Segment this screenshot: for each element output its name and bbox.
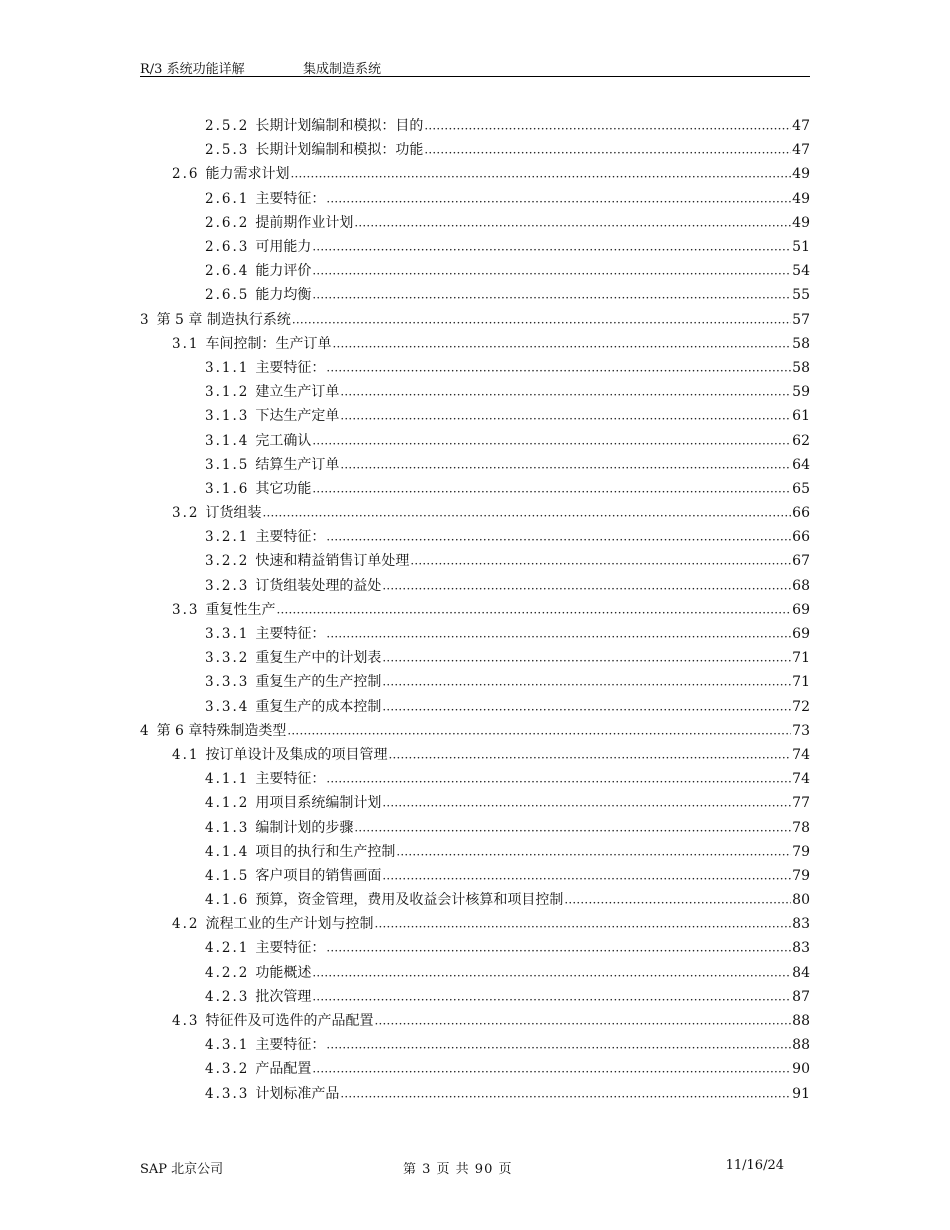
footer-date: 11/16/24: [725, 1158, 784, 1173]
toc-entry-page: 79: [792, 843, 810, 860]
toc-entry-title: 编制计划的步骤: [255, 819, 354, 836]
toc-entry-title: 长期计划编制和模拟：功能: [255, 142, 424, 159]
toc-entry-title: 车间控制：生产订单: [205, 335, 332, 352]
toc-entry-title: 特征件及可选件的产品配置: [205, 1013, 374, 1030]
toc-entry[interactable]: [140, 695, 810, 719]
toc-entry[interactable]: [140, 1057, 810, 1081]
toc-entry[interactable]: [140, 114, 810, 138]
toc-entry[interactable]: [140, 815, 810, 839]
footer-page-number: 第 3 页 共 90 页: [403, 1162, 513, 1177]
toc-entry-title: 主要特征：: [255, 771, 326, 788]
toc-entry-page: 73: [792, 722, 810, 739]
toc-entry-page: 69: [792, 626, 810, 643]
toc-dot-leader: [410, 552, 791, 572]
toc-dot-leader: [374, 1012, 791, 1032]
toc-entry-page: 51: [792, 239, 810, 256]
toc-entry[interactable]: [140, 1009, 810, 1033]
toc-entry-title: 快速和精益销售订单处理: [255, 553, 410, 570]
toc-entry-number: 4.1.4: [205, 843, 250, 860]
header-title: R/3 系统功能详解: [140, 62, 245, 77]
toc-entry-number: 2.6.5: [205, 287, 250, 304]
toc-entry-title: 提前期作业计划: [255, 214, 354, 231]
toc-entry-title: 第 6 章特殊制造类型: [156, 722, 287, 739]
toc-entry-page: 59: [792, 384, 810, 401]
toc-entry[interactable]: [140, 574, 810, 598]
toc-entry-number: 3.1: [172, 335, 200, 352]
toc-dot-leader: [312, 286, 791, 306]
toc-entry[interactable]: [140, 767, 810, 791]
toc-entry[interactable]: [140, 428, 810, 452]
toc-entry-number: 3.1.4: [205, 432, 250, 449]
toc-entry-title: 主要特征：: [255, 359, 326, 376]
toc-entry[interactable]: [140, 961, 810, 985]
toc-entry-title: 重复生产的成本控制: [255, 698, 382, 715]
header-subtitle: 集成制造系统: [303, 62, 382, 77]
toc-dot-leader: [326, 190, 791, 210]
toc-entry-title: 项目的执行和生产控制: [255, 843, 396, 860]
toc-entry-number: 4.3.2: [205, 1061, 250, 1078]
toc-entry[interactable]: [140, 283, 810, 307]
page-header: [140, 58, 810, 77]
toc-entry-number: 4.3: [172, 1013, 200, 1030]
toc-dot-leader: [326, 770, 791, 790]
toc-entry-title: 用项目系统编制计划: [255, 795, 382, 812]
toc-entry-page: 87: [792, 988, 810, 1005]
toc-entry-page: 61: [792, 408, 810, 425]
toc-entry-number: 3.1.2: [205, 384, 250, 401]
toc-entry-number: 2.6.3: [205, 239, 250, 256]
toc-entry[interactable]: [140, 235, 810, 259]
toc-entry[interactable]: [140, 501, 810, 525]
toc-entry-title: 主要特征：: [255, 190, 326, 207]
toc-entry[interactable]: [140, 404, 810, 428]
toc-entry-number: 3.2.3: [205, 577, 250, 594]
toc-entry[interactable]: [140, 864, 810, 888]
toc-entry-number: 3.1.3: [205, 408, 250, 425]
toc-entry-page: 83: [792, 916, 810, 933]
toc-entry-title: 能力均衡: [255, 287, 312, 304]
footer-company: SAP 北京公司: [140, 1162, 224, 1177]
toc-dot-leader: [276, 601, 791, 621]
toc-entry-page: 84: [792, 964, 810, 981]
toc-entry[interactable]: [140, 936, 810, 960]
toc-entry[interactable]: [140, 187, 810, 211]
toc-entry[interactable]: [140, 1033, 810, 1057]
toc-entry-page: 49: [792, 190, 810, 207]
toc-dot-leader: [424, 117, 791, 137]
toc-entry-page: 62: [792, 432, 810, 449]
toc-dot-leader: [354, 214, 791, 234]
toc-entry-title: 重复生产中的计划表: [255, 650, 382, 667]
toc-dot-leader: [326, 1036, 791, 1056]
toc-dot-leader: [382, 698, 791, 718]
toc-entry-page: 47: [792, 118, 810, 135]
toc-dot-leader: [382, 577, 791, 597]
toc-entry[interactable]: [140, 743, 810, 767]
toc-entry[interactable]: [140, 598, 810, 622]
toc-entry-number: 4.3.1: [205, 1037, 250, 1054]
toc-entry-page: 78: [792, 819, 810, 836]
toc-entry-page: 54: [792, 263, 810, 280]
toc-entry-number: 3.2.1: [205, 529, 250, 546]
toc-entry-page: 69: [792, 601, 810, 618]
toc-entry[interactable]: [140, 259, 810, 283]
toc-entry-title: 第 5 章 制造执行系统: [156, 311, 291, 328]
toc-entry[interactable]: [140, 477, 810, 501]
toc-entry-number: 4: [140, 722, 151, 739]
toc-entry[interactable]: [140, 162, 810, 186]
page-footer: [140, 1158, 810, 1176]
toc-entry-number: 2.6.1: [205, 190, 250, 207]
toc-dot-leader: [354, 819, 791, 839]
toc-entry-number: 4.1.3: [205, 819, 250, 836]
toc-dot-leader: [262, 504, 791, 524]
toc-entry-title: 建立生产订单: [255, 384, 340, 401]
toc-entry-title: 按订单设计及集成的项目管理: [205, 746, 388, 763]
toc-dot-leader: [290, 165, 791, 185]
toc-entry[interactable]: [140, 912, 810, 936]
toc-entry-number: 2.5.3: [205, 142, 250, 159]
toc-entry[interactable]: [140, 138, 810, 162]
toc-entry[interactable]: [140, 332, 810, 356]
toc-entry-title: 重复性生产: [205, 601, 276, 618]
toc-entry-number: 4.1.6: [205, 892, 250, 909]
toc-entry-page: 91: [792, 1085, 810, 1102]
toc-entry[interactable]: [140, 646, 810, 670]
toc-entry-number: 4.2.3: [205, 988, 250, 1005]
toc-entry-page: 74: [792, 746, 810, 763]
toc-entry-number: 4.2.1: [205, 940, 250, 957]
toc-entry[interactable]: [140, 1082, 810, 1106]
toc-dot-leader: [382, 867, 791, 887]
toc-dot-leader: [326, 939, 791, 959]
toc-dot-leader: [382, 673, 791, 693]
toc-dot-leader: [312, 262, 791, 282]
toc-entry-page: 80: [792, 892, 810, 909]
toc-dot-leader: [312, 432, 791, 452]
toc-dot-leader: [312, 480, 791, 500]
toc-entry-number: 4.2: [172, 916, 200, 933]
toc-entry-number: 3.3: [172, 601, 200, 618]
toc-entry-title: 完工确认: [255, 432, 312, 449]
toc-entry-page: 68: [792, 577, 810, 594]
toc-entry-number: 2.6.4: [205, 263, 250, 280]
toc-entry-number: 3.1.5: [205, 456, 250, 473]
table-of-contents: [140, 114, 810, 1106]
toc-entry-title: 能力评价: [255, 263, 312, 280]
toc-entry-number: 4.1.5: [205, 867, 250, 884]
toc-dot-leader: [382, 794, 791, 814]
toc-entry-page: 67: [792, 553, 810, 570]
toc-entry-title: 订货组装处理的益处: [255, 577, 382, 594]
toc-entry-number: 4.2.2: [205, 964, 250, 981]
toc-entry-title: 主要特征：: [255, 940, 326, 957]
toc-entry[interactable]: [140, 840, 810, 864]
toc-entry-page: 88: [792, 1037, 810, 1054]
toc-dot-leader: [312, 238, 791, 258]
toc-entry-title: 客户项目的销售画面: [255, 867, 382, 884]
toc-entry-number: 3.1.1: [205, 359, 250, 376]
toc-entry-title: 功能概述: [255, 964, 312, 981]
toc-entry-title: 下达生产定单: [255, 408, 340, 425]
toc-dot-leader: [312, 964, 791, 984]
toc-entry-page: 77: [792, 795, 810, 812]
toc-dot-leader: [564, 891, 791, 911]
toc-entry[interactable]: [140, 670, 810, 694]
toc-dot-leader: [326, 359, 791, 379]
toc-entry-title: 主要特征：: [255, 1037, 326, 1054]
toc-entry-title: 订货组装: [205, 505, 262, 522]
toc-entry-title: 产品配置: [255, 1061, 312, 1078]
toc-dot-leader: [340, 383, 791, 403]
toc-entry-title: 长期计划编制和模拟：目的: [255, 118, 424, 135]
toc-entry-page: 88: [792, 1013, 810, 1030]
toc-dot-leader: [424, 141, 791, 161]
toc-dot-leader: [396, 843, 791, 863]
toc-entry[interactable]: [140, 380, 810, 404]
toc-entry-title: 可用能力: [255, 239, 312, 256]
toc-entry-number: 3.3.4: [205, 698, 250, 715]
toc-entry-page: 64: [792, 456, 810, 473]
toc-entry-title: 批次管理: [255, 988, 312, 1005]
toc-dot-leader: [388, 746, 791, 766]
toc-entry[interactable]: [140, 719, 810, 743]
toc-entry-page: 65: [792, 480, 810, 497]
toc-dot-leader: [332, 335, 791, 355]
toc-entry-title: 其它功能: [255, 480, 312, 497]
toc-dot-leader: [326, 528, 791, 548]
toc-entry-page: 47: [792, 142, 810, 159]
toc-entry-page: 66: [792, 505, 810, 522]
toc-entry-page: 55: [792, 287, 810, 304]
toc-dot-leader: [382, 649, 791, 669]
toc-entry-page: 72: [792, 698, 810, 715]
toc-entry-number: 4.3.3: [205, 1085, 250, 1102]
toc-entry-page: 83: [792, 940, 810, 957]
toc-entry-page: 90: [792, 1061, 810, 1078]
toc-entry[interactable]: [140, 211, 810, 235]
toc-entry-number: 2.5.2: [205, 118, 250, 135]
toc-entry[interactable]: [140, 525, 810, 549]
toc-entry-title: 预算，资金管理，费用及收益会计核算和项目控制: [255, 892, 564, 909]
toc-entry-number: 4.1: [172, 746, 200, 763]
toc-entry-page: 71: [792, 674, 810, 691]
toc-entry-number: 3.2.2: [205, 553, 250, 570]
toc-dot-leader: [287, 722, 791, 742]
toc-entry-page: 74: [792, 771, 810, 788]
toc-entry-number: 3.1.6: [205, 480, 250, 497]
toc-entry[interactable]: [140, 356, 810, 380]
toc-entry-title: 流程工业的生产计划与控制: [205, 916, 374, 933]
toc-entry-page: 49: [792, 166, 810, 183]
toc-dot-leader: [340, 456, 791, 476]
toc-dot-leader: [374, 915, 791, 935]
toc-entry-page: 58: [792, 359, 810, 376]
toc-entry-number: 3: [140, 311, 151, 328]
toc-entry[interactable]: [140, 791, 810, 815]
toc-entry[interactable]: [140, 453, 810, 477]
toc-entry-page: 66: [792, 529, 810, 546]
toc-entry-title: 结算生产订单: [255, 456, 340, 473]
toc-entry-title: 重复生产的生产控制: [255, 674, 382, 691]
toc-entry-title: 能力需求计划: [205, 166, 290, 183]
toc-entry-title: 计划标准产品: [255, 1085, 340, 1102]
toc-entry-page: 49: [792, 214, 810, 231]
toc-entry-page: 71: [792, 650, 810, 667]
toc-entry-number: 3.3.1: [205, 626, 250, 643]
toc-entry-number: 4.1.2: [205, 795, 250, 812]
toc-entry-number: 3.3.2: [205, 650, 250, 667]
toc-dot-leader: [292, 311, 791, 331]
toc-entry-number: 3.3.3: [205, 674, 250, 691]
toc-entry[interactable]: [140, 549, 810, 573]
toc-entry-title: 主要特征：: [255, 529, 326, 546]
toc-dot-leader: [326, 625, 791, 645]
toc-dot-leader: [312, 988, 791, 1008]
toc-entry-page: 79: [792, 867, 810, 884]
toc-entry-number: 2.6.2: [205, 214, 250, 231]
toc-entry[interactable]: [140, 888, 810, 912]
toc-entry-number: 3.2: [172, 505, 200, 522]
toc-entry-number: 2.6: [172, 166, 200, 183]
toc-entry[interactable]: [140, 985, 810, 1009]
toc-entry-page: 58: [792, 335, 810, 352]
toc-entry[interactable]: [140, 622, 810, 646]
toc-entry-number: 4.1.1: [205, 771, 250, 788]
toc-entry-page: 57: [792, 311, 810, 328]
toc-dot-leader: [340, 1085, 791, 1105]
toc-entry-title: 主要特征：: [255, 626, 326, 643]
toc-dot-leader: [340, 407, 791, 427]
toc-dot-leader: [312, 1060, 791, 1080]
toc-entry[interactable]: [140, 308, 810, 332]
